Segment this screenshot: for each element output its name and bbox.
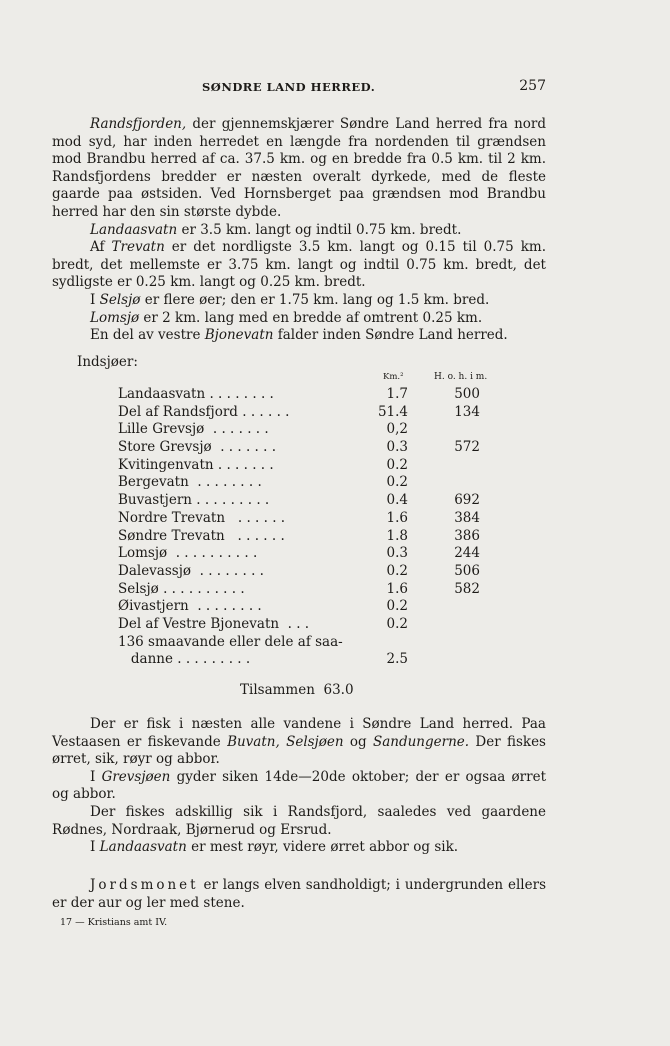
lakes-table xyxy=(52,354,546,668)
paragraph-fish-3 xyxy=(52,804,546,839)
table-row xyxy=(52,528,546,546)
lake-name: Randsfjorden, xyxy=(90,116,187,132)
intro-section xyxy=(52,116,546,345)
lake-name: Grevsjøen xyxy=(101,768,171,785)
paragraph-fish-4 xyxy=(52,839,546,857)
table-row xyxy=(52,616,546,634)
lake-name: Bjonevatn xyxy=(204,327,274,344)
lake-name: Buvatn, Selsjøen xyxy=(227,733,344,750)
lake-name-cell: Nordre Trevatn . . . . . . xyxy=(118,509,286,526)
paragraph-landaasvatn xyxy=(52,222,546,240)
table-row xyxy=(52,492,546,510)
height-cell: 500 xyxy=(454,386,480,402)
table-rows xyxy=(52,386,546,669)
header-title: SØNDRE LAND HERRED. xyxy=(202,80,376,94)
paragraph-fish-1 xyxy=(52,716,546,769)
lake-name-cell: Buvastjern . . . . . . . . . xyxy=(118,492,270,509)
area-cell: 0.4 xyxy=(386,492,408,509)
table-total xyxy=(240,682,354,698)
area-cell: 51.4 xyxy=(377,403,408,420)
area-cell: 1.8 xyxy=(386,527,408,544)
total-value: 63.0 xyxy=(323,682,354,698)
height-cell: 692 xyxy=(454,492,480,509)
paragraph-text: er 3.5 km. langt og indtil 0.75 km. bredt. xyxy=(177,221,462,238)
table-row xyxy=(52,545,546,563)
height-cell: 582 xyxy=(454,580,480,597)
total-label: Tilsammen xyxy=(240,682,315,698)
table-row xyxy=(52,421,546,439)
area-cell: 0.2 xyxy=(386,456,408,473)
lake-name: Selsjø xyxy=(99,291,141,308)
lake-name-cell: Dalevassjø . . . . . . . . xyxy=(118,562,264,579)
page-number: 257 xyxy=(519,78,546,94)
table-row xyxy=(52,598,546,616)
lake-name: Lomsjø xyxy=(90,309,140,326)
paragraph-text: Der fiskes ørret, sik, røyr og abbor. xyxy=(52,733,546,768)
column-header-area: Km.² xyxy=(383,372,404,382)
lake-name-cell: Lille Grevsjø . . . . . . . xyxy=(118,421,269,438)
height-cell: 244 xyxy=(454,545,480,562)
lake-name-cell: Landaasvatn . . . . . . . . xyxy=(118,386,274,402)
column-header-height: H. o. h. i m. xyxy=(434,372,488,382)
lake-name: Landaasvatn xyxy=(99,839,187,856)
lake-name-cell: Del af Randsfjord . . . . . . xyxy=(118,403,290,420)
soil-section xyxy=(52,877,546,912)
table-row xyxy=(52,474,546,492)
paragraph-lomsjo xyxy=(52,310,546,328)
height-cell: 572 xyxy=(454,439,480,456)
paragraph-text: gyder siken 14de—20de oktober; der er ogsaa ørret og abbor. xyxy=(52,768,546,803)
table-row xyxy=(52,457,546,475)
paragraph-fish-2 xyxy=(52,769,546,804)
paragraph-soil xyxy=(52,877,546,912)
paragraph-text: falder inden Søndre Land herred. xyxy=(273,327,508,344)
paragraph-text: Der er fisk i næsten alle vandene i Søndre Land herred. Paa Vestaasen er fiskevande xyxy=(52,716,546,750)
table-row xyxy=(52,386,546,404)
lake-name-cell: Store Grevsjø . . . . . . . xyxy=(118,439,276,456)
table-row xyxy=(52,439,546,457)
area-cell: 0.2 xyxy=(386,562,408,579)
table-row xyxy=(52,581,546,599)
table-row xyxy=(52,510,546,528)
height-cell: 134 xyxy=(454,403,480,420)
area-cell: 0.2 xyxy=(386,615,408,632)
paragraph-selsjo xyxy=(52,292,546,310)
lake-name-cell: Øivastjern . . . . . . . . xyxy=(118,598,262,615)
height-cell: 386 xyxy=(454,527,480,544)
paragraph-trevatn xyxy=(52,239,546,292)
area-cell: 0.3 xyxy=(386,439,408,456)
paragraph-text: og xyxy=(343,733,373,750)
paragraph-text: I xyxy=(90,291,100,308)
lake-name-cell: Bergevatn . . . . . . . . xyxy=(118,474,262,491)
area-cell: 1.6 xyxy=(386,580,408,597)
paragraph-text: Af xyxy=(90,239,112,256)
paragraph-text: I xyxy=(90,768,102,785)
area-cell: 0.2 xyxy=(386,598,408,615)
table-heading: Indsjøer: xyxy=(77,354,138,370)
paragraph-randsfjorden xyxy=(52,116,546,222)
running-header xyxy=(52,80,546,100)
lake-name-cell: danne . . . . . . . . . xyxy=(118,651,251,668)
lake-name-cell: Lomsjø . . . . . . . . . . xyxy=(118,545,258,562)
lake-name-cell: Selsjø . . . . . . . . . . xyxy=(118,580,245,597)
lake-name: Sandungerne. xyxy=(372,733,470,750)
signature-footer: 17 — Kristians amt IV. xyxy=(60,917,168,928)
paragraph-text: I xyxy=(90,839,100,856)
paragraph-text: er det nordligste 3.5 km. langt og 0.15 til 0.75 km. bredt, det mellemste er 3.75 km. langt og indtil 0.75 km. bredt, det sydligste er 0.25 km. langt og 0.25 km. bredt. xyxy=(52,239,546,291)
lake-name: Landaasvatn xyxy=(90,221,178,238)
fish-section xyxy=(52,716,546,857)
area-cell: 0,2 xyxy=(386,421,408,438)
paragraph-text: er mest røyr, videre ørret abbor og sik. xyxy=(186,839,459,856)
area-cell: 0.3 xyxy=(386,545,408,562)
table-row xyxy=(52,563,546,581)
lake-name-cell: 136 smaavande eller dele af saa- xyxy=(118,633,343,650)
table-row xyxy=(52,634,546,652)
lake-name: Trevatn xyxy=(111,239,165,256)
paragraph-text: er langs elven sandholdigt; i undergrunden ellers er der aur og ler med stene. xyxy=(52,877,546,911)
lake-name-cell: Kvitingenvatn . . . . . . . xyxy=(118,456,274,473)
paragraph-text: er flere øer; den er 1.75 km. lang og 1.5 km. bred. xyxy=(140,291,490,308)
area-cell: 1.6 xyxy=(386,509,408,526)
paragraph-text: der gjennemskjærer Søndre Land herred fra nord mod syd, har inden herredet en længde fra nordenden til grændsen mod Brandbu herred af ca. 37.5 km. og en bredde fra 0.5 km. til 2 km. Randsfjordens bredder er næsten overalt dyrkede, med de fleste gaarde paa østsiden. Ved Hornsberget paa grændsen mod Brandbu herred har den sin største dybde. xyxy=(52,116,546,220)
lake-name-cell: Søndre Trevatn . . . . . . xyxy=(118,527,285,544)
paragraph-bjonevatn xyxy=(52,327,546,345)
table-row xyxy=(52,404,546,422)
area-cell: 0.2 xyxy=(386,474,408,491)
spaced-term: Jordsmonet xyxy=(90,877,199,893)
table-header xyxy=(52,354,546,372)
lake-name-cell: Del af Vestre Bjonevatn . . . xyxy=(118,615,310,632)
paragraph-text: En del av vestre xyxy=(90,327,205,344)
area-cell: 2.5 xyxy=(386,651,408,668)
table-row xyxy=(52,651,546,669)
height-cell: 384 xyxy=(454,509,480,526)
height-cell: 506 xyxy=(454,562,480,579)
area-cell: 1.7 xyxy=(386,386,408,402)
paragraph-text: Der fiskes adskillig sik i Randsfjord, saaledes ved gaardene Rødnes, Nordraak, Bjørnerud og Ersrud. xyxy=(52,803,546,838)
paragraph-text: er 2 km. lang med en bredde af omtrent 0.25 km. xyxy=(139,309,483,326)
